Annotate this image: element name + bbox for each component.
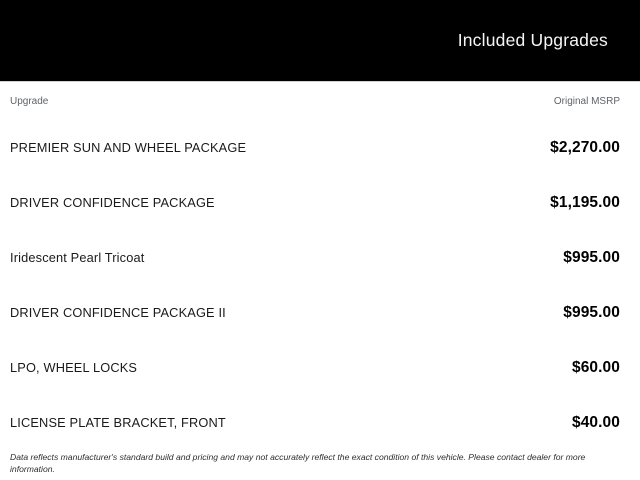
- table-row: [10, 120, 620, 175]
- table-row: [10, 395, 620, 450]
- upgrade-price: $995.00: [563, 248, 620, 266]
- upgrade-name: PREMIER SUN AND WHEEL PACKAGE: [10, 140, 247, 155]
- page-title: Included Upgrades: [457, 30, 608, 50]
- table-row: [10, 175, 620, 230]
- upgrade-price: $995.00: [563, 303, 620, 321]
- disclaimer-text: Data reflects manufacturer's standard build and pricing and may not accurately reflect the exact condition of this vehicle. Please contact dealer for more information.: [10, 452, 586, 474]
- upgrade-price: $60.00: [571, 358, 620, 376]
- upgrade-name: DRIVER CONFIDENCE PACKAGE II: [10, 305, 226, 320]
- upgrade-name: LICENSE PLATE BRACKET, FRONT: [10, 415, 226, 430]
- upgrades-table: [0, 82, 640, 475]
- column-header-upgrade: Upgrade: [10, 96, 49, 107]
- upgrade-name: DRIVER CONFIDENCE PACKAGE: [10, 195, 215, 210]
- table-row: [10, 230, 620, 285]
- upgrade-price: $2,270.00: [550, 138, 620, 156]
- upgrade-price: $1,195.00: [550, 193, 620, 211]
- upgrade-price: $40.00: [571, 413, 620, 431]
- upgrade-name: LPO, WHEEL LOCKS: [10, 360, 138, 375]
- table-row: [10, 340, 620, 395]
- table-column-headers: [10, 82, 620, 114]
- table-body: [10, 120, 620, 450]
- column-header-original-msrp: Original MSRP: [553, 96, 620, 107]
- upgrade-name: Iridescent Pearl Tricoat: [10, 250, 145, 265]
- title-banner: [0, 0, 640, 82]
- table-row: [10, 285, 620, 340]
